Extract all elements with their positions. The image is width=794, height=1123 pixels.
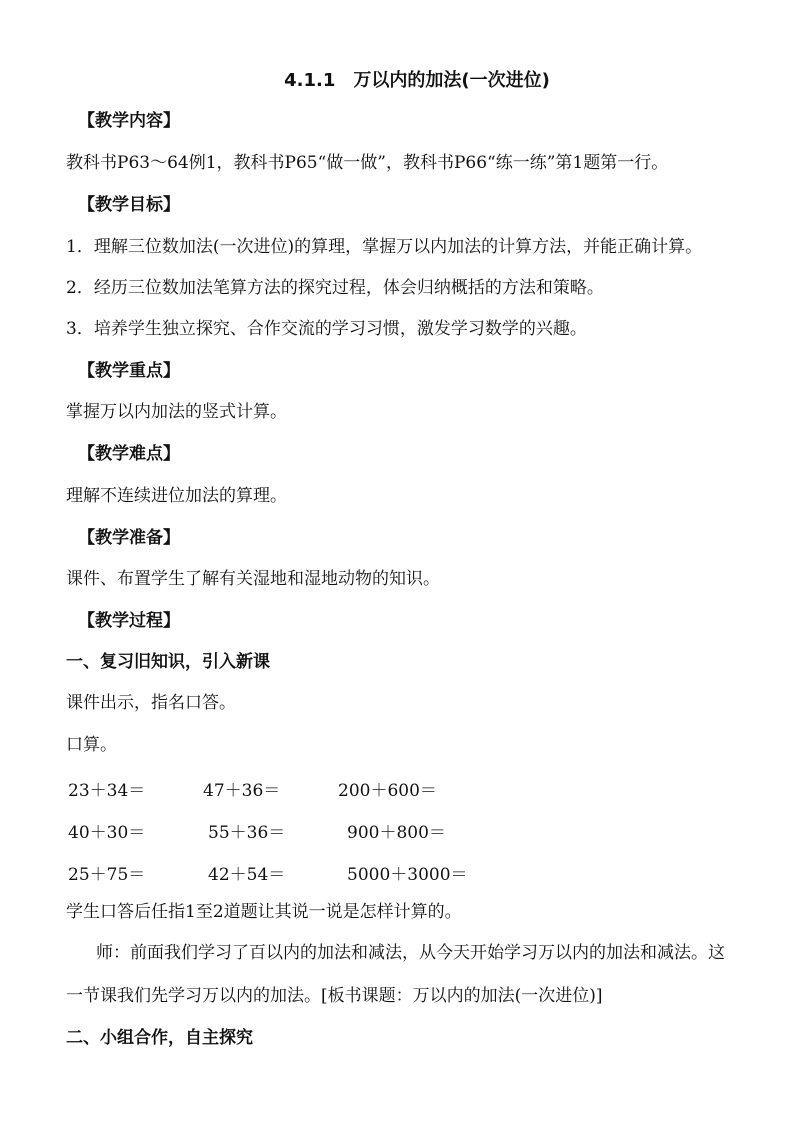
goal-item-1: 1．理解三位数加法(一次进位)的算理，掌握万以内加法的计算方法，并能正确计算。 (66, 237, 703, 257)
goal-item-2: 2．经历三位数加法笔算方法的探究过程，体会归纳概括的方法和策略。 (66, 278, 604, 298)
paragraph-teacher-2: 一节课我们先学习万以内的加法。[板书课题：万以内的加法(一次进位)] (66, 986, 603, 1006)
section-heading-preparation: 【教学准备】 (78, 528, 180, 548)
paragraph-show: 课件出示，指名口答。 (66, 693, 236, 713)
section-heading-process: 【教学过程】 (78, 611, 180, 631)
page-title: 4.1.1 万以内的加法(一次进位) (284, 70, 550, 91)
section-heading-difficulty: 【教学难点】 (78, 444, 180, 464)
section-heading-content: 【教学内容】 (78, 111, 180, 131)
difficulty-text: 理解不连续进位加法的算理。 (66, 486, 287, 506)
calc-item: 47＋36＝ (203, 781, 281, 801)
key-text: 掌握万以内加法的竖式计算。 (66, 402, 287, 422)
part2-heading: 二、小组合作，自主探究 (66, 1028, 253, 1048)
calc-item: 42＋54＝ (208, 865, 286, 885)
section-heading-key: 【教学重点】 (78, 361, 180, 381)
calc-item: 23＋34＝ (68, 781, 146, 801)
calc-item: 5000＋3000＝ (347, 865, 468, 885)
part1-heading: 一、复习旧知识，引入新课 (66, 652, 270, 672)
goal-item-3: 3．培养学生独立探究、合作交流的学习习惯，激发学习数学的兴趣。 (66, 319, 587, 339)
calc-item: 40＋30＝ (68, 823, 146, 843)
paragraph-teacher-1: 师：前面我们学习了百以内的加法和减法，从今天开始学习万以内的加法和减法。这 (96, 943, 725, 963)
section-heading-goals: 【教学目标】 (78, 195, 180, 215)
content-text: 教科书P63～64例1，教科书P65“做一做”，教科书P66“练一练”第1题第一行。 (66, 153, 669, 173)
calc-item: 200＋600＝ (338, 781, 437, 801)
calc-item: 25＋75＝ (68, 865, 146, 885)
preparation-text: 课件、布置学生了解有关湿地和湿地动物的知识。 (66, 569, 440, 589)
paragraph-mental-math: 口算。 (66, 735, 117, 755)
calc-item: 55＋36＝ (208, 823, 286, 843)
calc-item: 900＋800＝ (347, 823, 446, 843)
paragraph-explain: 学生口答后任指1至2道题让其说一说是怎样计算的。 (66, 902, 462, 922)
